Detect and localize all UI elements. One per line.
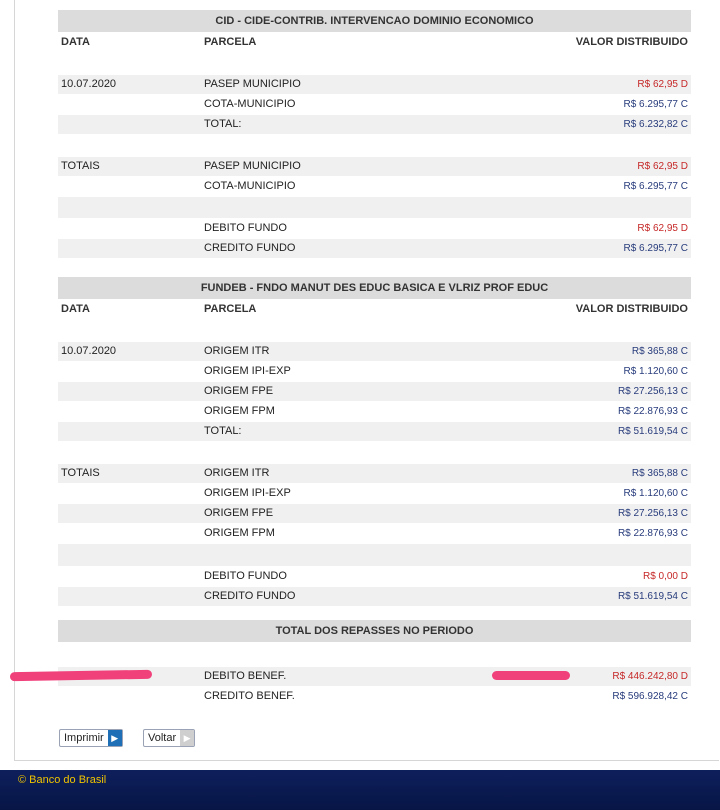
table-row xyxy=(58,464,691,484)
table-row xyxy=(58,219,691,239)
row-valor: R$ 6.295,77 C xyxy=(623,181,688,192)
section-title: CID - CIDE-CONTRIB. INTERVENCAO DOMINIO ECONOMICO xyxy=(58,10,691,32)
row-parcela: ORIGEM FPM xyxy=(204,405,275,417)
row-valor: R$ 1.120,60 C xyxy=(623,488,688,499)
row-parcela: PASEP MUNICIPIO xyxy=(204,160,301,172)
row-parcela: ORIGEM IPI-EXP xyxy=(204,365,291,377)
row-valor: R$ 27.256,13 C xyxy=(617,508,688,519)
row-valor: R$ 596.928,42 C xyxy=(612,691,688,702)
row-parcela: PASEP MUNICIPIO xyxy=(204,78,301,90)
header-data: DATA xyxy=(61,36,90,48)
row-parcela: DEBITO BENEF. xyxy=(204,670,287,682)
table-row xyxy=(58,177,691,197)
table-row xyxy=(58,157,691,177)
row-parcela: TOTAL: xyxy=(204,118,242,130)
row-parcela: CREDITO BENEF. xyxy=(204,690,295,702)
row-valor: R$ 27.256,13 C xyxy=(617,386,688,397)
back-button-label: Voltar xyxy=(148,732,177,744)
row-valor: R$ 51.619,54 C xyxy=(617,591,688,602)
spacer-row xyxy=(58,53,691,75)
spacer-row xyxy=(58,442,691,464)
row-parcela: COTA-MUNICIPIO xyxy=(204,98,296,110)
row-parcela: DEBITO FUNDO xyxy=(204,222,287,234)
row-parcela: ORIGEM FPM xyxy=(204,527,275,539)
row-totals-label: TOTAIS xyxy=(61,160,100,172)
row-valor: R$ 51.619,54 C xyxy=(617,426,688,437)
table-row xyxy=(58,95,691,115)
table-row xyxy=(58,687,691,707)
row-valor: R$ 22.876,93 C xyxy=(617,528,688,539)
header-valor: VALOR DISTRIBUIDO xyxy=(575,36,688,48)
row-date: 10.07.2020 xyxy=(61,345,117,357)
table-row xyxy=(58,587,691,607)
print-button-label: Imprimir xyxy=(64,732,104,744)
row-valor: R$ 6.295,77 C xyxy=(623,99,688,110)
table-row xyxy=(58,342,691,362)
table-row xyxy=(58,362,691,382)
table-row xyxy=(58,422,691,442)
header-parcela: PARCELA xyxy=(204,36,257,48)
row-parcela: CREDITO FUNDO xyxy=(204,590,296,602)
row-parcela: TOTAL: xyxy=(204,425,242,437)
copyright-text: © Banco do Brasil xyxy=(18,774,107,786)
row-parcela: ORIGEM ITR xyxy=(204,467,270,479)
row-parcela: COTA-MUNICIPIO xyxy=(204,180,296,192)
play-arrow-icon: ▶ xyxy=(108,730,122,746)
spacer-row xyxy=(58,642,691,667)
table-header xyxy=(58,32,691,53)
table-header xyxy=(58,299,691,320)
print-button[interactable] xyxy=(59,729,123,747)
row-valor: R$ 22.876,93 C xyxy=(617,406,688,417)
row-valor: R$ 62,95 D xyxy=(637,79,688,90)
row-parcela: ORIGEM FPE xyxy=(204,507,274,519)
row-totals-label: TOTAIS xyxy=(61,467,100,479)
table-row xyxy=(58,115,691,135)
row-valor: R$ 62,95 D xyxy=(637,223,688,234)
header-data: DATA xyxy=(61,303,90,315)
row-valor: R$ 446.242,80 D xyxy=(612,671,688,682)
totals-table xyxy=(58,620,691,707)
row-parcela: CREDITO FUNDO xyxy=(204,242,296,254)
table-row xyxy=(58,667,691,687)
row-parcela: ORIGEM FPE xyxy=(204,385,274,397)
row-parcela: ORIGEM IPI-EXP xyxy=(204,487,291,499)
play-arrow-icon: ▶ xyxy=(180,730,194,746)
redaction-mark xyxy=(492,671,570,680)
row-valor: R$ 6.295,77 C xyxy=(623,243,688,254)
row-parcela: ORIGEM ITR xyxy=(204,345,270,357)
section-title: FUNDEB - FNDO MANUT DES EDUC BASICA E VLRIZ PROF EDUC xyxy=(58,277,691,299)
spacer-row xyxy=(58,544,691,567)
table-row xyxy=(58,484,691,504)
row-valor: R$ 62,95 D xyxy=(637,161,688,172)
spacer-row xyxy=(58,197,691,219)
row-valor: R$ 365,88 C xyxy=(631,468,688,479)
table-row xyxy=(58,239,691,259)
row-valor: R$ 1.120,60 C xyxy=(623,366,688,377)
cide-table xyxy=(58,10,691,259)
row-valor: R$ 0,00 D xyxy=(642,571,688,582)
row-date: 10.07.2020 xyxy=(61,78,117,90)
table-row xyxy=(58,567,691,587)
row-parcela: DEBITO FUNDO xyxy=(204,570,287,582)
back-button[interactable] xyxy=(143,729,195,747)
header-valor: VALOR DISTRIBUIDO xyxy=(575,303,688,315)
table-row xyxy=(58,524,691,544)
table-row xyxy=(58,402,691,422)
row-valor: R$ 6.232,82 C xyxy=(623,119,688,130)
table-row xyxy=(58,504,691,524)
spacer-row xyxy=(58,135,691,157)
row-valor: R$ 365,88 C xyxy=(631,346,688,357)
table-row xyxy=(58,75,691,95)
header-parcela: PARCELA xyxy=(204,303,257,315)
spacer-row xyxy=(58,320,691,342)
fundeb-table xyxy=(58,277,691,607)
footer xyxy=(0,770,720,810)
table-row xyxy=(58,382,691,402)
section-title: TOTAL DOS REPASSES NO PERIODO xyxy=(58,620,691,642)
